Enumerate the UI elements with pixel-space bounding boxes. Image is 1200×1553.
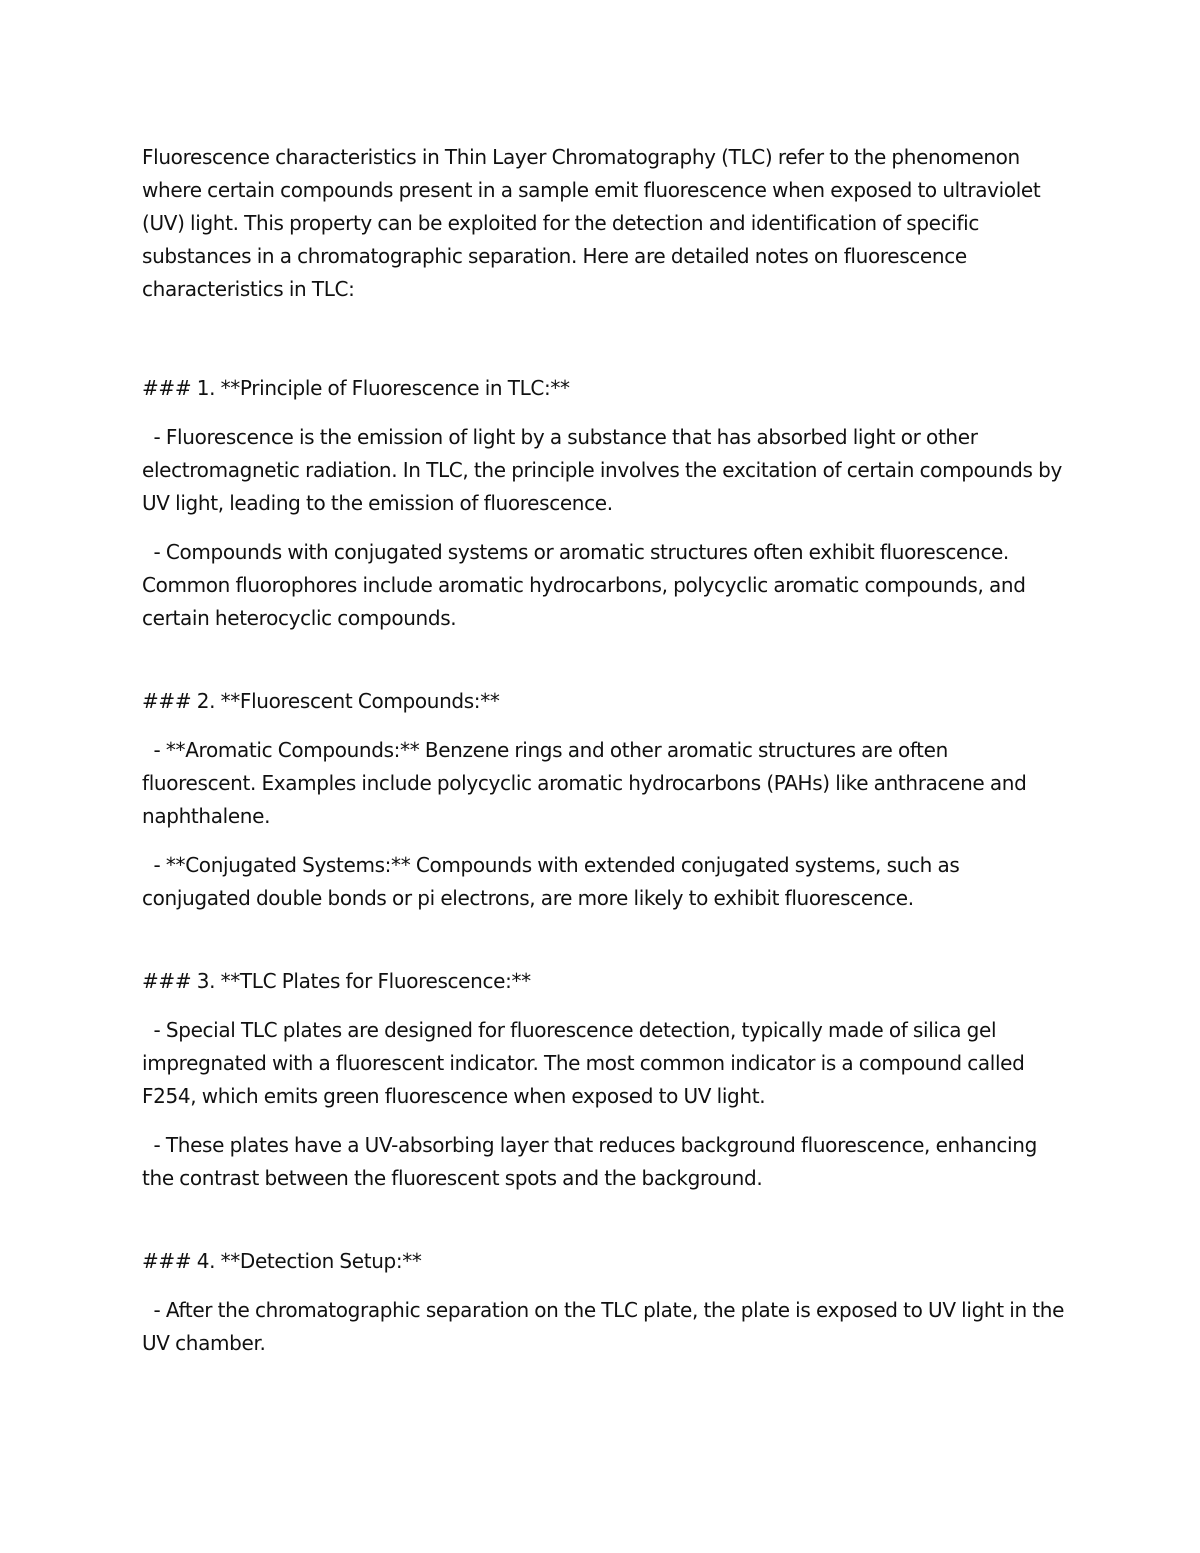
bullet-text: - These plates have a UV-absorbing layer that reduces background fluorescence, enhancing the contrast between the fluorescent spots and the background. [142, 1133, 1037, 1190]
section-spacer [142, 931, 1067, 965]
section-fluorescent-compounds [142, 685, 1067, 915]
bullet-text: - **Aromatic Compounds:** Benzene rings and other aromatic structures are often fluorescent. Examples include polycyclic aromatic hydrocarbons (PAHs) like anthracene and naphthalene. [142, 738, 1027, 828]
section-tlc-plates [142, 965, 1067, 1195]
bullet-paragraph [142, 1129, 1067, 1195]
intro-paragraph: Fluorescence characteristics in Thin Layer Chromatography (TLC) refer to the phenomenon where certain compounds present in a sample emit fluorescence when exposed to ultraviolet (UV) light. This property can be exploited for the detection and identification of specific substances in a chromatographic separation. Here are detailed notes on fluorescence characteristics in TLC: [142, 145, 1041, 301]
bullet-paragraph [142, 849, 1067, 915]
section-spacer [142, 651, 1067, 685]
section-detection-setup [142, 1245, 1067, 1360]
bullet-text: - Special TLC plates are designed for fluorescence detection, typically made of silica gel impregnated with a fluorescent indicator. The most common indicator is a compound called F254, which emits green fluorescence when exposed to UV light. [142, 1018, 1025, 1108]
section-principle [142, 372, 1067, 635]
section-heading: ### 3. **TLC Plates for Fluorescence:** [142, 969, 531, 993]
bullet-paragraph [142, 734, 1067, 833]
bullet-text: - After the chromatographic separation on the TLC plate, the plate is exposed to UV light in the UV chamber. [142, 1298, 1065, 1355]
section-spacer [142, 1211, 1067, 1245]
bullet-text: - **Conjugated Systems:** Compounds with extended conjugated systems, such as conjugated double bonds or pi electrons, are more likely to exhibit fluorescence. [142, 853, 960, 910]
bullet-paragraph [142, 1014, 1067, 1113]
section-heading: ### 2. **Fluorescent Compounds:** [142, 689, 500, 713]
section-heading: ### 4. **Detection Setup:** [142, 1249, 422, 1273]
document-body [142, 141, 1067, 1376]
bullet-text: - Compounds with conjugated systems or aromatic structures often exhibit fluorescence. Common fluorophores include aromatic hydrocarbons, polycyclic aromatic compounds, and certain heterocyclic compounds. [142, 540, 1026, 630]
bullet-text: - Fluorescence is the emission of light by a substance that has absorbed light or other electromagnetic radiation. In TLC, the principle involves the excitation of certain compounds by UV light, leading to the emission of fluorescence. [142, 425, 1062, 515]
bullet-paragraph [142, 421, 1067, 520]
section-heading: ### 1. **Principle of Fluorescence in TLC:** [142, 376, 570, 400]
bullet-paragraph [142, 1294, 1067, 1360]
bullet-paragraph [142, 536, 1067, 635]
